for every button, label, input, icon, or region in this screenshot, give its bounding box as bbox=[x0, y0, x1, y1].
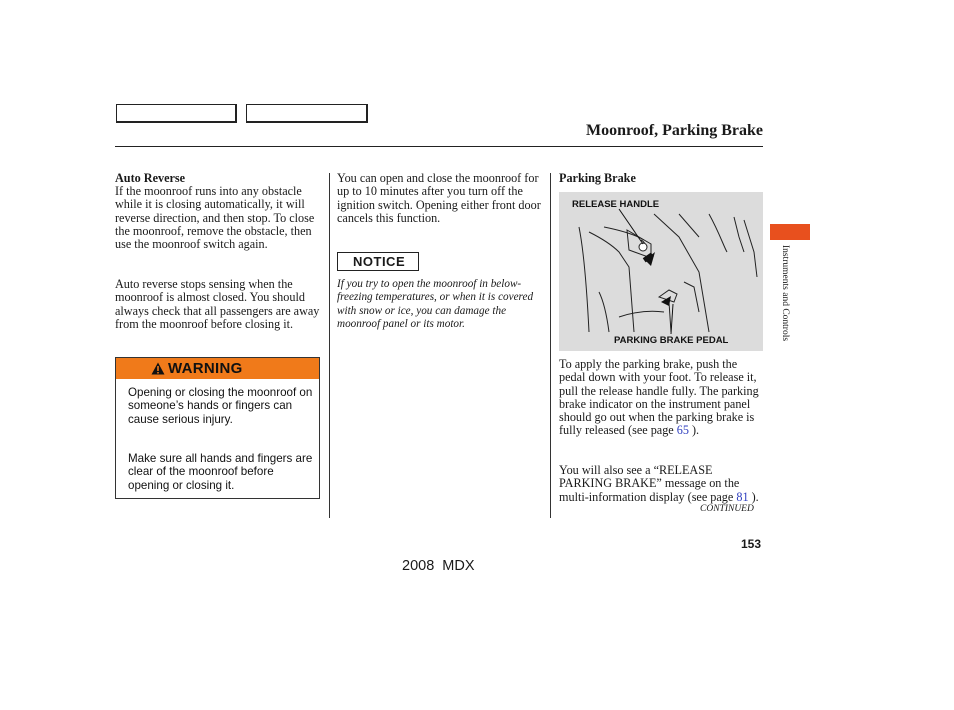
page-title: Moonroof, Parking Brake bbox=[585, 122, 763, 139]
section-tab[interactable] bbox=[770, 224, 810, 240]
warning-text-1: Opening or closing the moonroof on someone’s hands or fingers can cause serious injury. bbox=[128, 386, 313, 426]
nav-box-next[interactable] bbox=[246, 104, 368, 123]
section-tab-label: Instruments and Controls bbox=[780, 245, 790, 342]
page-link-65[interactable]: 65 bbox=[676, 423, 689, 438]
notice-label-box bbox=[337, 252, 419, 271]
warning-text-2: Make sure all hands and fingers are clear of the moonroof before opening or closing it. bbox=[128, 452, 313, 492]
notice-label: NOTICE bbox=[353, 254, 406, 269]
parking-brake-text-2-end: ). bbox=[751, 489, 759, 504]
page-number: 153 bbox=[741, 537, 762, 551]
nav-box-previous[interactable] bbox=[116, 104, 237, 123]
auto-reverse-heading: Auto Reverse bbox=[115, 171, 186, 185]
parking-brake-figure bbox=[559, 192, 763, 351]
continued-label: CONTINUED bbox=[700, 504, 754, 514]
parking-brake-heading: Parking Brake bbox=[559, 171, 636, 185]
auto-reverse-paragraph-1: If the moonroof runs into any obstacle while it is closing automatically, it will reverse direction, and then stop. To close the moonroof, remove the obstacle, then use the moonroof switch again. bbox=[115, 184, 315, 252]
parking-brake-paragraph-2 bbox=[559, 464, 764, 504]
column-divider-1 bbox=[329, 173, 330, 518]
parking-brake-paragraph-1 bbox=[559, 358, 764, 438]
parking-brake-illustration bbox=[559, 192, 763, 351]
moonroof-timer-paragraph: You can open and close the moonroof for up to 10 minutes after you turn off the ignition switch. Opening either front door cancels this function. bbox=[337, 171, 541, 225]
parking-brake-pedal-label: PARKING BRAKE PEDAL bbox=[614, 335, 729, 346]
warning-box bbox=[115, 357, 320, 499]
footer-model: 2008 MDX bbox=[402, 558, 475, 574]
title-rule bbox=[115, 146, 763, 147]
release-handle-label: RELEASE HANDLE bbox=[572, 199, 660, 210]
page-link-81[interactable]: 81 bbox=[736, 489, 749, 504]
notice-text: If you try to open the moonroof in below-freezing temperatures, or when it is covered with snow or ice, you can damage the moonroof panel or its motor. bbox=[337, 278, 534, 330]
column-divider-2 bbox=[550, 173, 551, 518]
parking-brake-text-2: You will also see a “RELEASE PARKING BRAKE” message on the multi-information display (see page bbox=[559, 463, 740, 504]
warning-title: WARNING bbox=[168, 360, 243, 377]
parking-brake-text-1: To apply the parking brake, push the pedal down with your foot. To release it, pull the release handle fully. The parking brake indicator on the instrument panel should go out when the parking brake is fully released (see page bbox=[559, 357, 759, 438]
parking-brake-text-1-end: ). bbox=[692, 423, 700, 438]
auto-reverse-paragraph-2: Auto reverse stops sensing when the moonroof is almost closed. You should always check that all passengers are away from the moonroof before closing it. bbox=[115, 277, 320, 331]
warning-header bbox=[116, 358, 319, 379]
warning-triangle-icon bbox=[151, 362, 165, 375]
